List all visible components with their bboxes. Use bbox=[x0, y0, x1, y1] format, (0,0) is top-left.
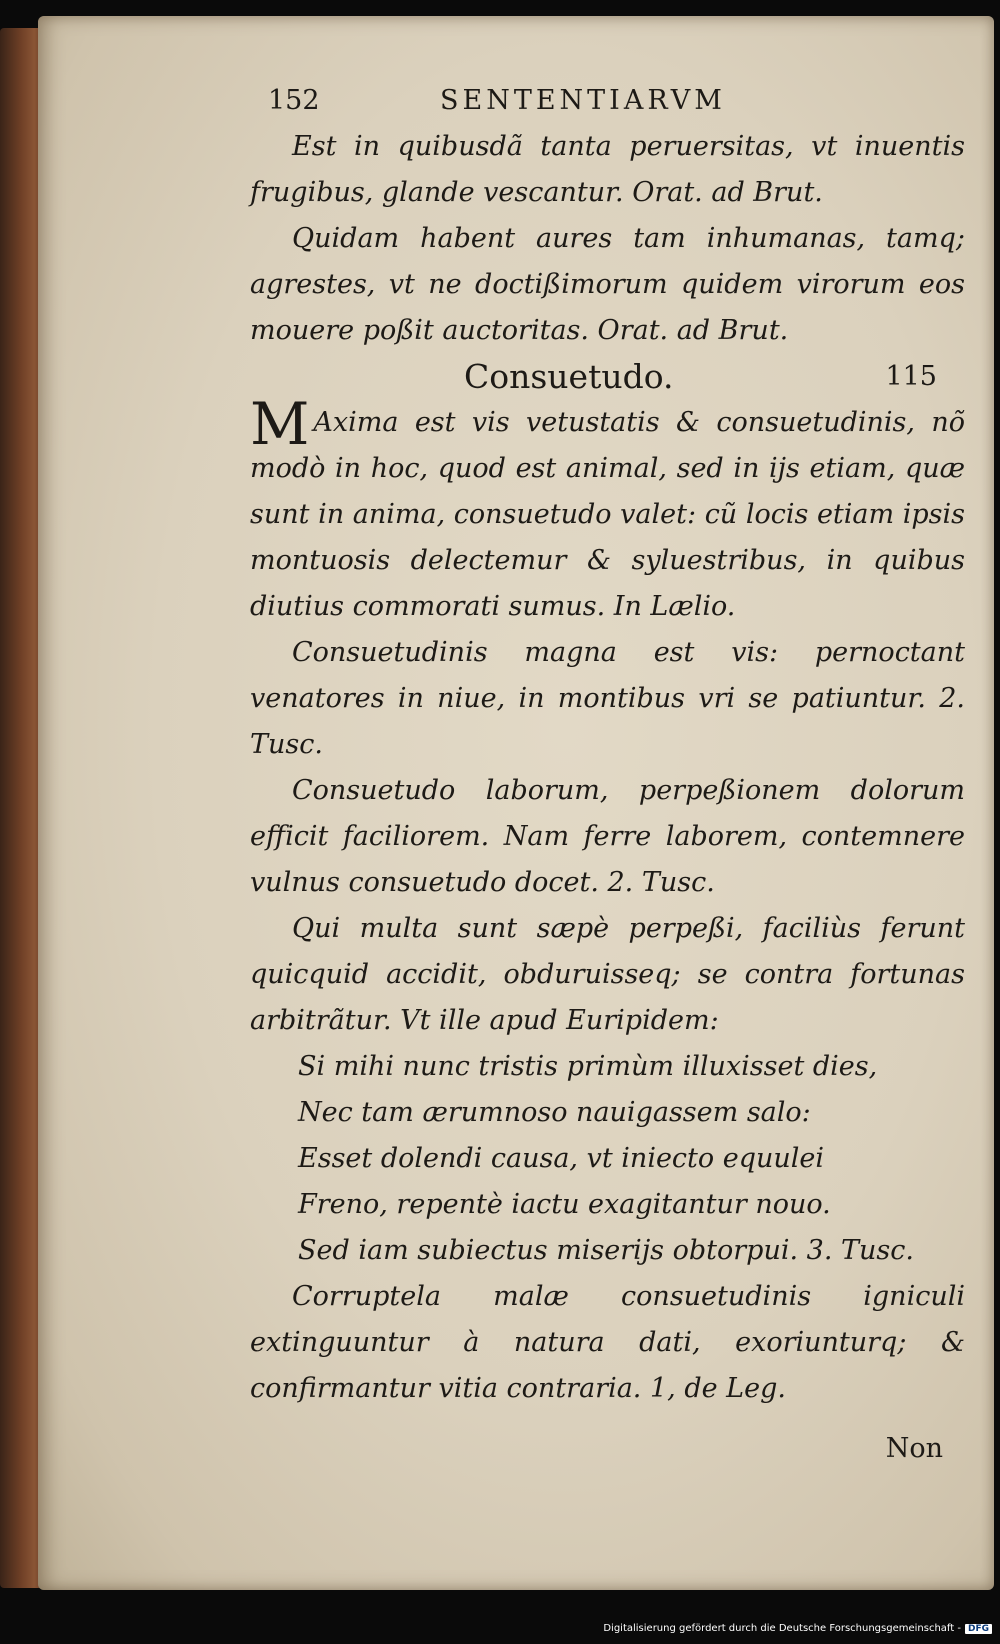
verse-line: Freno, repentè iactu exagitantur nouo. bbox=[298, 1189, 831, 1220]
running-head bbox=[250, 78, 965, 124]
paragraph: Consuetudinis magna est vis: pernoctant venatores in niue, in montibus vri se patiuntur. 2. Tusc. bbox=[250, 637, 965, 760]
verse-line: Nec tam ærumnoso nauigassem salo: bbox=[298, 1097, 811, 1128]
section-heading bbox=[250, 354, 965, 400]
digitization-footer bbox=[603, 1623, 992, 1634]
running-title: SENTENTIARVM bbox=[440, 85, 726, 116]
verse-line: Esset dolendi causa, vt iniecto equulei bbox=[298, 1143, 825, 1174]
page-text-block bbox=[250, 78, 965, 1472]
verse-quotation bbox=[250, 1044, 965, 1274]
paragraph: Est in quibusdã tanta peruersitas, vt inuentis frugibus, glande vescantur. Orat. ad Brut. bbox=[250, 131, 965, 208]
first-paragraph-text: Axima est vis vetustatis & consuetudinis, nõ modò in hoc, quod est animal, sed in ijs etiam, quæ sunt in anima, consuetudo valet: cũ locis etiam ipsis montuosis delectemur & syluestribus, in quibus diutius commorati sumus. In Lælio. bbox=[250, 407, 965, 622]
funding-credit: Digitalisierung gefördert durch die Deutsche Forschungsgemeinschaft - bbox=[603, 1623, 961, 1634]
verse-line: Si mihi nunc tristis primùm illuxisset dies, bbox=[298, 1051, 878, 1082]
paragraph: Consuetudo laborum, perpeßionem dolorum efficit faciliorem. Nam ferre laborem, contemnere vulnus consuetudo docet. 2. Tusc. bbox=[250, 775, 965, 898]
first-paragraph bbox=[250, 390, 965, 630]
section-number: 115 bbox=[885, 361, 937, 392]
page-number: 152 bbox=[268, 85, 320, 116]
dfg-logo: DFG bbox=[965, 1624, 992, 1634]
section-title: Consuetudo. bbox=[464, 357, 674, 396]
paragraph: Qui multa sunt sæpè perpeßi, faciliùs ferunt quicquid accidit, obduruisseq; se contra fortunas arbitrãtur. Vt ille apud Euripidem: bbox=[250, 913, 965, 1036]
verse-line: Sed iam subiectus miserijs obtorpui. 3. Tusc. bbox=[298, 1235, 914, 1266]
paragraph: Corruptela malæ consuetudinis igniculi extinguuntur à natura dati, exoriunturq; & confirmantur vitia contraria. 1, de Leg. bbox=[250, 1281, 965, 1404]
paragraph: Quidam habent aures tam inhumanas, tamq; agrestes, vt ne doctißimorum quidem virorum eos mouere poßit auctoritas. Orat. ad Brut. bbox=[250, 223, 965, 346]
catchword: Non bbox=[885, 1433, 943, 1464]
drop-cap: M bbox=[250, 390, 310, 458]
